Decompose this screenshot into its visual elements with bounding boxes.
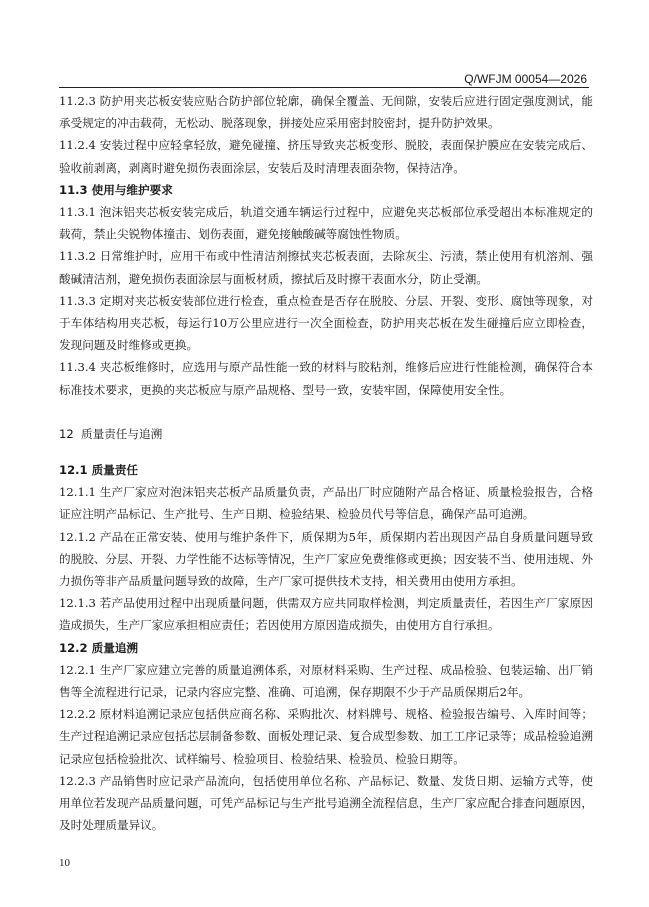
document-body	[59, 90, 593, 837]
section-heading-12-2: 12.2 质量追溯	[59, 640, 139, 655]
page-number: 10	[59, 857, 70, 869]
chapter-title: 质量责任与追溯	[81, 426, 163, 441]
clause-12-1-3: 12.1.3 若产品使用过程中出现质量问题，供需双方应共同取样检测，判定质量责任，若因生产厂家原因造成损失，生产厂家应承担相应责任；若因使用方原因造成损失，由使用方自行承担。	[59, 596, 593, 633]
header-rule	[59, 87, 589, 88]
spacer	[59, 445, 593, 459]
document-code: Q/WFJM 00054—2026	[464, 72, 587, 86]
chapter-heading-12	[59, 423, 593, 445]
chapter-number: 12	[59, 426, 74, 441]
section-heading-12-1: 12.1 质量责任	[59, 463, 139, 478]
clause-12-2-3: 12.2.3 产品销售时应记录产品流向，包括使用单位名称、产品标记、数量、发货日期、运输方式等，使用单位若发现产品质量问题，可凭产品标记与生产批号追溯全流程信息，生产厂家应配合排查问题原因，及时处理质量异议。	[59, 773, 593, 833]
clause-11-3-3: 11.3.3 定期对夹芯板安装部位进行检查，重点检查是否存在脱胶、分层、开裂、变形、腐蚀等现象，对于车体结构用夹芯板，每运行10万公里应进行一次全面检查，防护用夹芯板在发生碰撞后应立即检查，发现问题及时维修或更换。	[59, 293, 593, 353]
section-heading-11-3: 11.3 使用与维护要求	[59, 182, 173, 197]
clause-11-3-1: 11.3.1 泡沫铝夹芯板安装完成后，轨道交通车辆运行过程中，应避免夹芯板部位承受超出本标准规定的载荷，禁止尖锐物体撞击、划伤表面，避免接触酸碱等腐蚀性物质。	[59, 205, 593, 242]
clause-11-2-4: 11.2.4 安装过程中应轻拿轻放，避免碰撞、挤压导致夹芯板变形、脱胶，表面保护膜应在安装完成后、验收前剥离，剥离时避免损伤表面涂层，安装后及时清理表面杂物，保持洁净。	[59, 138, 593, 175]
clause-12-1-2: 12.1.2 产品在正常安装、使用与维护条件下，质保期为5年，质保期内若出现因产品自身质量问题导致的脱胶、分层、开裂、力学性能不达标等情况，生产厂家应免费维修或更换；因安装不当、使用违规、外力损伤等非产品质量问题导致的故障，生产厂家可提供技术支持，相关费用由使用方承担。	[59, 529, 593, 589]
spacer	[59, 401, 593, 423]
clause-11-3-2: 11.3.2 日常维护时，应用干布或中性清洁剂擦拭夹芯板表面，去除灰尘、污渍，禁止使用有机溶剂、强酸碱清洁剂，避免损伤表面涂层与面板材质，擦拭后及时擦干表面水分，防止受潮。	[59, 249, 593, 286]
clause-12-1-1: 12.1.1 生产厂家应对泡沫铝夹芯板产品质量负责，产品出厂时应随附产品合格证、质量检验报告，合格证应注明产品标记、生产批号、生产日期、检验结果、检验员代号等信息，确保产品可追溯。	[59, 485, 593, 522]
clause-11-3-4: 11.3.4 夹芯板维修时，应选用与原产品性能一致的材料与胶粘剂，维修后应进行性能检测，确保符合本标准技术要求，更换的夹芯板应与原产品规格、型号一致，安装牢固，保障使用安全性。	[59, 360, 593, 397]
clause-12-2-2: 12.2.2 原材料追溯记录应包括供应商名称、采购批次、材料牌号、规格、检验报告编号、入库时间等；生产过程追溯记录应包括芯层制备参数、面板处理记录、复合成型参数、加工工序记录等；成品检验追溯记录应包括检验批次、试样编号、检验项目、检验结果、检验员、检验日期等。	[59, 707, 593, 766]
clause-11-2-3: 11.2.3 防护用夹芯板安装应贴合防护部位轮廓，确保全覆盖、无间隙，安装后应进行固定强度测试，能承受规定的冲击载荷，无松动、脱落现象，拼接处应采用密封胶密封，提升防护效果。	[59, 94, 593, 131]
clause-12-2-1: 12.2.1 生产厂家应建立完善的质量追溯体系，对原材料采购、生产过程、成品检验、包装运输、出厂销售等全流程进行记录，记录内容应完整、准确、可追溯，保存期限不少于产品质保期后2年。	[59, 662, 593, 700]
